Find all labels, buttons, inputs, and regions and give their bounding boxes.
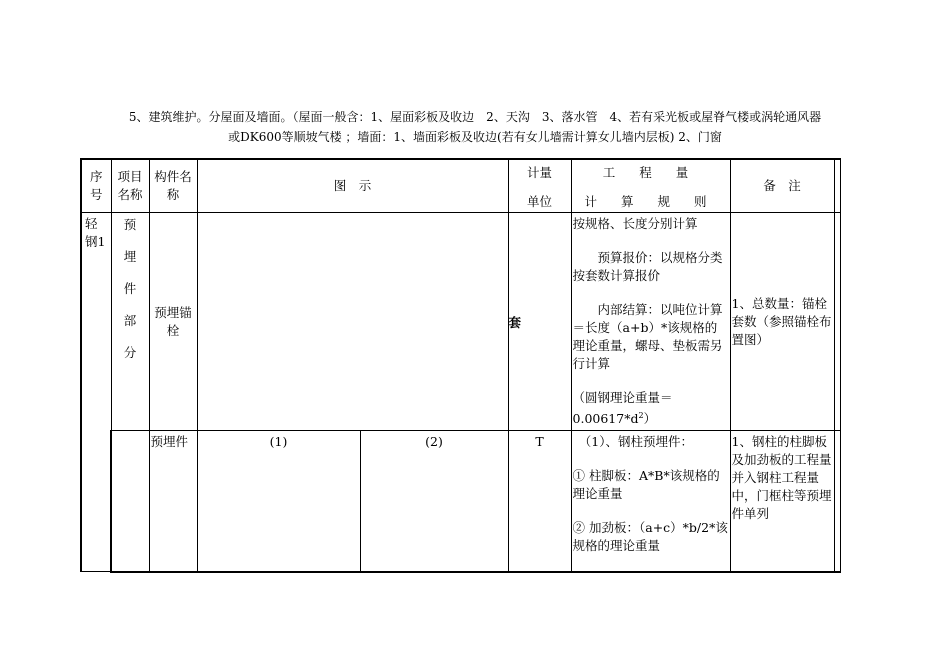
table-row-anchor-bolt: [81, 213, 840, 431]
header-remark-label: 备 注: [763, 178, 801, 193]
header-item-2: 名称: [117, 187, 143, 202]
figure-embedded-part-2: [360, 431, 508, 572]
remark-anchor-bolt-text: 1、总数量：锚栓套数（参照锚栓布置图）: [731, 295, 832, 347]
rule-anchor-bolt-4a: （圆钢理论重量＝: [572, 390, 673, 405]
seq-value-2: 钢1: [85, 234, 106, 249]
rule-embedded-part-1: （1）、钢柱预埋件：: [572, 434, 693, 450]
header-figure: [197, 159, 508, 213]
item-char-1: 预: [123, 217, 137, 232]
rule-anchor-bolt-4sup: 2: [638, 411, 644, 420]
rule-anchor-bolt-4b: 0.00617*d: [572, 411, 639, 427]
header-remark: [730, 159, 834, 213]
header-item: [111, 159, 149, 213]
rule-anchor-bolt: [571, 213, 730, 431]
component-anchor-bolt-1: 预埋锚: [154, 304, 192, 320]
header-engineering: [571, 159, 730, 213]
unit-embedded-part: [508, 431, 571, 572]
component-anchor-bolt: [149, 213, 197, 431]
rule-anchor-bolt-4c: ）: [643, 411, 657, 427]
unit-anchor-bolt: [508, 213, 571, 431]
intro-line-2: 或DK600等顺坡气楼 ；墙面：1、墙面彩板及收边(若有女儿墙需计算女儿墙内层板) 2、门窗: [228, 130, 722, 144]
header-seq-1: 序: [89, 169, 103, 184]
item-char-3: 件: [123, 281, 137, 296]
figure-anchor-bolt: [197, 213, 508, 431]
component-anchor-bolt-2: 栓: [166, 322, 180, 338]
header-engineering-1: 工 程 量: [602, 165, 699, 180]
header-item-1: 项目: [117, 169, 143, 184]
rule-embedded-part-3: ② 加劲板：（a+c）*b/2*该规格的理论重量: [572, 520, 728, 554]
rule-anchor-bolt-3: 内部结算：以吨位计算＝长度（a+b）*该规格的理论重量，螺母、垫板需另行计算: [572, 302, 723, 371]
header-component-1: 构件名: [154, 169, 192, 184]
rule-anchor-bolt-2: 预算报价：以规格分类按套数计算报价: [572, 250, 723, 283]
header-unit: [508, 159, 571, 213]
remark-embedded-part-text: 1、钢柱的柱脚板及加劲板的工程量并入钢柱工程量中，门框柱等预埋件单列: [731, 434, 832, 522]
figure-embedded-part-2-label: (2): [425, 434, 443, 450]
header-row: [81, 159, 840, 213]
item-char-2: 埋: [123, 249, 137, 264]
unit-embedded-part-value: T: [535, 434, 544, 450]
seq-cell: [81, 213, 111, 572]
item-name-cell: [111, 213, 149, 431]
remark-embedded-part: [730, 431, 834, 572]
rule-anchor-bolt-4: [573, 389, 729, 428]
component-embedded-part-text: 预埋件: [150, 434, 189, 450]
seq-value-1: 轻: [85, 216, 98, 231]
rule-embedded-part: [571, 431, 730, 572]
remark-anchor-bolt: [730, 213, 834, 431]
item-char-5: 分: [123, 345, 137, 360]
table-row-embedded-part: [81, 431, 840, 572]
header-unit-2: 单位: [527, 194, 553, 209]
rule-anchor-bolt-1: 按规格、长度分别计算: [572, 216, 698, 231]
intro-text: [60, 107, 890, 147]
figure-embedded-part-1-label: (1): [269, 434, 288, 450]
header-component-2: 称: [166, 187, 180, 202]
header-engineering-2: 计 算 规 则: [584, 194, 717, 209]
quantity-rules-table: [80, 158, 841, 573]
header-seq-2: 号: [89, 187, 103, 202]
item-name-cell-empty: [111, 431, 149, 572]
header-seq: [81, 159, 111, 213]
header-figure-label: 图 示: [333, 178, 372, 193]
extra-cell-anchor-bolt: [834, 213, 840, 431]
figure-embedded-part-1: [197, 431, 360, 572]
extra-cell-embedded-part: [834, 431, 840, 572]
header-extra-cell: [834, 159, 840, 213]
header-component: [149, 159, 197, 213]
intro-line-1: 5、建筑维护。分屋面及墙面。（屋面一般含：1、屋面彩板及收边 2、天沟 3、落水管 4、若有采光板或屋脊气楼或涡轮通风器: [128, 110, 822, 124]
item-char-4: 部: [123, 313, 137, 328]
component-embedded-part: [149, 431, 197, 572]
rule-embedded-part-2: ① 柱脚板：A*B*该规格的理论重量: [572, 468, 720, 502]
header-unit-1: 计量: [527, 165, 553, 180]
unit-anchor-bolt-value: 套: [508, 314, 522, 330]
